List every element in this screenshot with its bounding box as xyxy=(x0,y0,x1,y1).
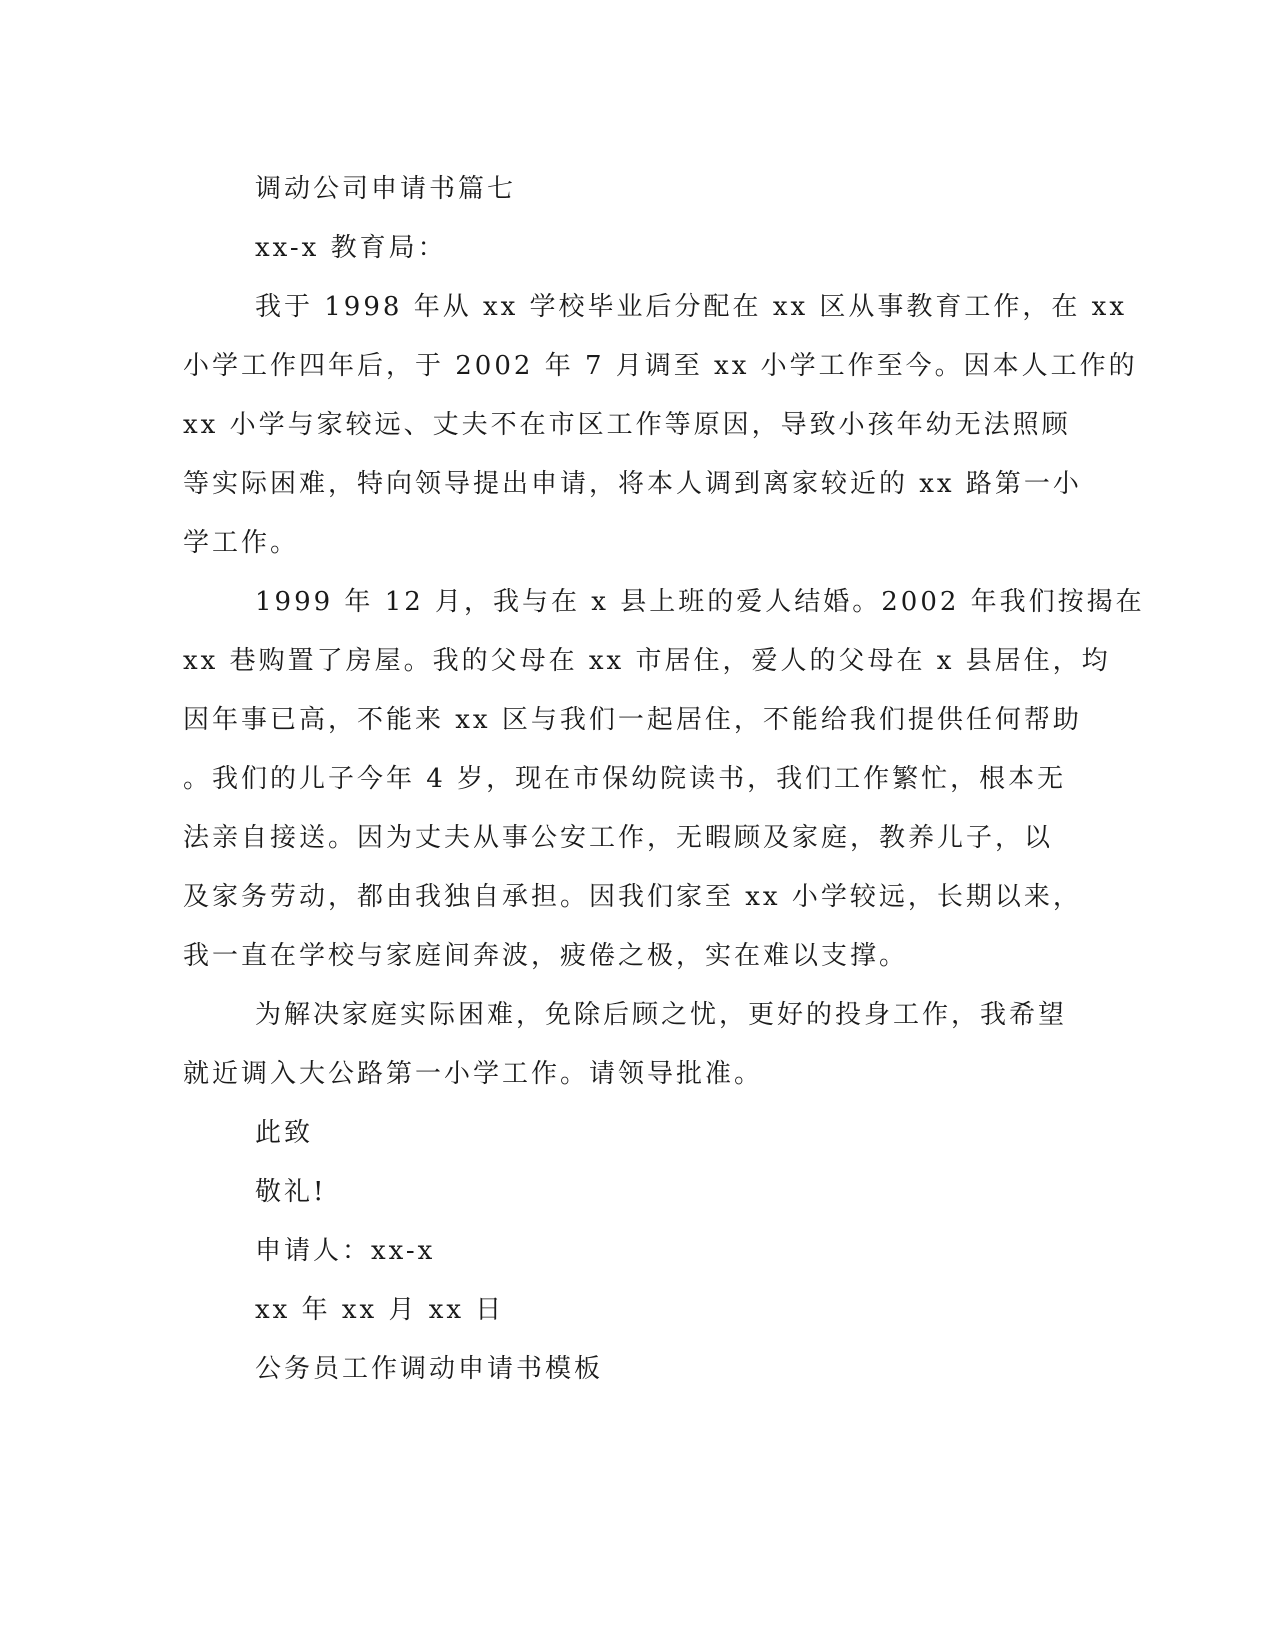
paragraph-line: 为解决家庭实际困难，免除后顾之忧，更好的投身工作，我希望 xyxy=(255,1000,1068,1030)
letter-date: xx 年 xx 月 xx 日 xyxy=(255,1295,505,1325)
paragraph-line: 我一直在学校与家庭间奔波，疲倦之极，实在难以支撑。 xyxy=(183,941,909,971)
paragraph-line: 及家务劳动，都由我独自承担。因我们家至 xx 小学较远，长期以来， xyxy=(183,882,1082,912)
salutation: xx-x 教育局： xyxy=(255,233,447,263)
paragraph-line: 法亲自接送。因为丈夫从事公安工作，无暇顾及家庭，教养儿子，以 xyxy=(183,823,1054,853)
letter-body xyxy=(183,160,1145,1399)
paragraph-reason xyxy=(183,278,1138,573)
paragraph-line: 因年事已高，不能来 xx 区与我们一起居住，不能给我们提供任何帮助 xyxy=(183,705,1082,735)
paragraph-line: 等实际困难，特向领导提出申请，将本人调到离家较近的 xx 路第一小 xyxy=(183,469,1082,499)
applicant-signature: 申请人：xx-x xyxy=(255,1236,436,1266)
paragraph-line: 我于 1998 年从 xx 学校毕业后分配在 xx 区从事教育工作，在 xx xyxy=(255,292,1127,322)
paragraph-family xyxy=(183,573,1145,986)
document-heading: 调动公司申请书篇七 xyxy=(255,174,517,204)
paragraph-line: 。我们的儿子今年 4 岁，现在市保幼院读书，我们工作繁忙，根本无 xyxy=(183,764,1067,794)
closing-regards: 此致 xyxy=(255,1118,314,1148)
closing-salute: 敬礼! xyxy=(255,1177,327,1207)
paragraph-line: xx 小学与家较远、丈夫不在市区工作等原因，导致小孩年幼无法照顾 xyxy=(183,410,1071,440)
paragraph-line: 小学工作四年后，于 2002 年 7 月调至 xx 小学工作至今。因本人工作的 xyxy=(183,351,1138,381)
next-section-heading: 公务员工作调动申请书模板 xyxy=(255,1354,604,1384)
paragraph-line: 学工作。 xyxy=(183,528,300,558)
paragraph-line: 1999 年 12 月，我与在 x 县上班的爱人结婚。2002 年我们按揭在 xyxy=(255,587,1145,617)
paragraph-request xyxy=(183,986,1083,1104)
paragraph-line: xx 巷购置了房屋。我的父母在 xx 市居住，爱人的父母在 x 县居住，均 xyxy=(183,646,1111,676)
paragraph-line: 就近调入大公路第一小学工作。请领导批准。 xyxy=(183,1059,764,1089)
